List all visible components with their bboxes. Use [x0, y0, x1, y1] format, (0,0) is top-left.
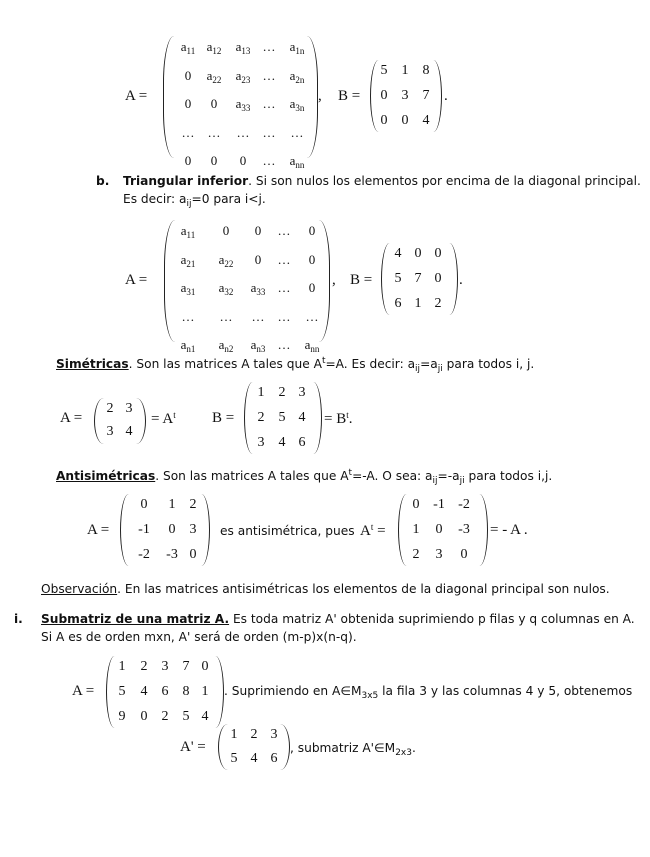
matrix-Aprime-cell: 1: [230, 727, 238, 742]
observation-label: Observación: [41, 582, 118, 596]
matrix-A-upper-cell: $a_{11}$: [180, 39, 196, 56]
matrix-At-antisym-cell: -2: [458, 497, 470, 512]
matrix-Aprime-cell: 3: [270, 727, 278, 742]
matrix-A-sym-cell: 4: [125, 424, 133, 439]
matrix-B-lower-cell: 1: [414, 296, 422, 311]
matrix-B-upper-cell: 7: [422, 88, 430, 103]
matrix-Aprime-cell: 6: [270, 751, 278, 766]
matrix-A-upper-cell: …: [236, 124, 250, 140]
eq-label-A-sym: A =: [60, 410, 83, 426]
matrix-A-sub-cell: 4: [140, 684, 148, 699]
matrix-A-antisym-cell: 3: [189, 522, 197, 537]
matrix-A-sub-cell: 2: [161, 709, 169, 724]
matrix-A-upper-cell: …: [181, 124, 195, 140]
matrix-A-upper-cell: $a_{3n}$: [289, 96, 305, 113]
period: .: [459, 272, 463, 288]
matrix-A-sub-cell: 4: [201, 709, 209, 724]
text: =-a: [437, 469, 460, 483]
matrix-A-lower-cell: …: [277, 308, 291, 324]
symmetric-title: Simétricas: [56, 357, 129, 371]
text: M: [350, 684, 362, 698]
matrix-B-lower-cell: 2: [434, 296, 442, 311]
matrix-A-upper-cell: $a_{22}$: [206, 67, 222, 85]
matrix-B-upper-cell: 1: [401, 63, 409, 78]
submatrix-title: Submatriz de una matriz A.: [41, 612, 230, 626]
matrix-A-upper-cell: 0: [184, 67, 192, 83]
matrix-A-antisym-cell: 0: [189, 547, 197, 562]
matrix-B-upper-cell: 5: [380, 63, 388, 78]
element-of-symbol: ∈: [340, 684, 351, 698]
eq-label-A-sub: A =: [72, 683, 95, 699]
matrix-A-upper-cell: 0: [210, 153, 218, 168]
matrix-A-lower-cell: …: [219, 308, 233, 324]
matrix-At-antisym-cell: -3: [458, 522, 470, 537]
matrix-B-upper-cell: 0: [401, 113, 409, 128]
matrix-A-antisym-cell: -2: [138, 547, 150, 562]
matrix-At-antisym-cell: 0: [412, 497, 420, 512]
matrix-Aprime-cell: 4: [250, 751, 258, 766]
matrix-A-upper-cell: $a_{12}$: [206, 39, 222, 56]
eq-label-A-antisym: A =: [87, 522, 110, 538]
matrix-A-upper-cell: …: [262, 39, 276, 54]
matrix-A-lower-cell: 0: [254, 223, 262, 238]
text: para todos i,j.: [464, 469, 553, 483]
matrix-B-lower-cell: 0: [434, 246, 442, 261]
superscript: t: [348, 468, 353, 478]
comma: ,: [332, 272, 336, 288]
period: .: [444, 88, 448, 104]
matrix-B-upper-cell: 4: [422, 113, 430, 128]
superscript: t: [346, 410, 349, 420]
eq-label-B-lower: B =: [350, 272, 373, 288]
matrix-At-antisym-cell: 2: [412, 547, 420, 562]
matrix-A-upper-cell: $a_{23}$: [235, 67, 251, 85]
matrix-A-sub-cell: 7: [182, 659, 190, 674]
matrix-At-antisym-cell: 0: [460, 547, 468, 562]
matrix-B-lower-cell: 5: [394, 271, 402, 286]
text: =-A. O sea: a: [352, 469, 433, 483]
matrix-A-lower-cell: $a_{n2}$: [218, 337, 234, 354]
matrix-A-sub-cell: 1: [201, 684, 209, 699]
eq-label-A-lower: A =: [125, 272, 148, 288]
symmetric-line: [56, 356, 534, 374]
eq-label-B-sym: B =: [212, 410, 235, 426]
matrix-At-antisym-cell: 1: [412, 522, 420, 537]
matrix-A-sub-cell: 8: [182, 684, 190, 699]
text: =a: [420, 357, 438, 371]
matrix-A-sub-cell: 9: [118, 709, 126, 724]
text: A: [360, 523, 371, 539]
matrix-A-upper-cell: …: [207, 124, 221, 140]
matrix-A-sub-cell: 5: [182, 709, 190, 724]
text: , submatriz A': [290, 741, 375, 755]
text: = A: [151, 411, 174, 427]
matrix-B-upper-cell: 3: [401, 88, 409, 103]
matrix-A-lower-cell: …: [277, 223, 291, 238]
matrix-B-lower-cell: 0: [434, 271, 442, 286]
matrix-B-lower-cell: 6: [394, 296, 402, 311]
matrix-A-upper-cell: 0: [210, 96, 218, 111]
text: la fila 3 y las columnas 4 y 5, obtenemos: [378, 684, 633, 698]
matrix-B-sym-cell: 2: [278, 385, 286, 400]
matrix-A-upper-cell: 0: [184, 153, 192, 168]
antisymmetric-title: Antisimétricas: [56, 469, 156, 483]
element-of-symbol: ∈: [374, 741, 385, 755]
submatrix-description: [224, 684, 632, 701]
matrix-A-lower-cell: 0: [254, 251, 262, 267]
matrix-B-sym-cell: 3: [257, 435, 265, 450]
matrix-A-lower-cell: $a_{nn}$: [304, 337, 320, 354]
matrix-B-upper-cell: 0: [380, 88, 388, 103]
subscript: ji: [437, 364, 443, 374]
matrix-A-lower-cell: $a_{22}$: [218, 251, 234, 269]
matrix-A-lower-cell: $a_{32}$: [218, 280, 234, 297]
matrix-A-lower-cell: …: [181, 308, 195, 324]
matrix-A-lower-cell: …: [305, 308, 319, 324]
matrix-B-lower-cell: 4: [394, 246, 402, 261]
subscript: ij: [432, 476, 438, 486]
text: .: [411, 741, 416, 755]
matrix-A-antisym-cell: -1: [138, 522, 150, 537]
item-letter-i: i.: [14, 612, 23, 626]
submatrix-line-2: Si A es de orden mxn, A' será de orden (m-p)x(n-q).: [41, 630, 357, 644]
superscript: t: [370, 522, 374, 532]
matrix-B-sym-cell: 5: [278, 410, 286, 425]
text: M: [384, 741, 396, 755]
observation-text: . En las matrices antisimétricas los elementos de la diagonal principal son nulos.: [117, 582, 610, 596]
matrix-A-lower-cell: 0: [308, 251, 316, 267]
subscript: 2x3: [395, 748, 412, 758]
antisymmetric-middle-text: es antisimétrica, pues: [220, 524, 355, 538]
lower-triangular-line-1: [123, 174, 641, 188]
matrix-B-upper-cell: 0: [380, 113, 388, 128]
matrix-A-lower-cell: 0: [308, 223, 316, 238]
matrix-A-lower-cell: 0: [222, 223, 230, 238]
matrix-B-sym-cell: 3: [298, 385, 306, 400]
At-label: [151, 410, 176, 428]
matrix-A-sub-cell: 3: [161, 659, 169, 674]
matrix-A-lower-cell: …: [277, 251, 291, 267]
comma: ,: [318, 88, 322, 104]
matrix-A-upper-cell: $a_{nn}$: [289, 153, 305, 170]
matrix-Aprime-cell: 5: [230, 751, 238, 766]
matrix-A-upper-cell: 0: [184, 96, 192, 111]
matrix-At-antisym-cell: 3: [435, 547, 443, 562]
text: . Son las matrices A tales que A: [155, 469, 349, 483]
superscript: t: [321, 356, 326, 366]
text: = B: [324, 411, 347, 427]
matrix-A-sym-cell: 3: [106, 424, 114, 439]
text: =0 para i<j.: [191, 192, 266, 206]
At-label-antisym: $A^t$ =: [360, 522, 386, 539]
matrix-A-sub-cell: 5: [118, 684, 126, 699]
matrix-A-upper-cell: …: [262, 153, 276, 168]
matrix-B-sym-cell: 2: [257, 410, 265, 425]
lower-triangular-text-1: . Si son nulos los elementos por encima de la diagonal principal.: [248, 174, 641, 188]
matrix-A-antisym-cell: -3: [166, 547, 178, 562]
subscript: ji: [459, 476, 465, 486]
Bt-label: [324, 410, 352, 428]
matrix-A-lower-cell: …: [251, 308, 265, 324]
submatrix-description-2: [290, 741, 416, 758]
matrix-A-antisym-cell: 0: [140, 497, 148, 512]
matrix-B-sym-cell: 1: [257, 385, 265, 400]
item-letter-b: b.: [96, 174, 110, 188]
matrix-A-upper-cell: …: [262, 96, 276, 111]
superscript: t: [173, 410, 176, 420]
matrix-A-lower-cell: …: [277, 280, 291, 295]
minus-A: = - A .: [490, 522, 528, 538]
matrix-A-antisym-cell: 1: [168, 497, 176, 512]
text: para todos i, j.: [442, 357, 535, 371]
antisymmetric-line: [56, 468, 552, 486]
matrix-B-sym-cell: 4: [278, 435, 286, 450]
matrix-A-upper-cell: $a_{13}$: [235, 39, 251, 56]
matrix-A-antisym-cell: 0: [168, 522, 176, 537]
text: .: [348, 411, 353, 427]
text: . Son las matrices A tales que A: [128, 357, 322, 371]
matrix-A-sub-cell: 2: [140, 659, 148, 674]
matrix-B-lower-cell: 0: [414, 246, 422, 261]
text: . Suprimiendo en A: [224, 684, 341, 698]
matrix-A-lower-cell: $a_{33}$: [250, 280, 266, 297]
subscript: 3x5: [361, 691, 379, 701]
matrix-At-antisym-cell: 0: [435, 522, 443, 537]
matrix-A-sym-cell: 3: [125, 401, 133, 416]
lower-triangular-line-2: [123, 192, 266, 209]
matrix-B-lower-cell: 7: [414, 271, 422, 286]
matrix-A-lower-cell: 0: [308, 280, 316, 295]
eq-label-B-upper: B =: [338, 88, 361, 104]
matrix-A-upper-cell: …: [290, 124, 304, 140]
matrix-A-sub-cell: 1: [118, 659, 126, 674]
matrix-A-upper-cell: …: [262, 67, 276, 83]
matrix-A-lower-cell: $a_{n1}$: [180, 337, 196, 354]
text: =A. Es decir: a: [325, 357, 416, 371]
matrix-A-upper-cell: …: [262, 124, 276, 140]
eq-label-Aprime: A' =: [180, 739, 206, 755]
matrix-B-sym-cell: 6: [298, 435, 306, 450]
eq-label-A-upper: A =: [125, 88, 148, 104]
matrix-A-upper-cell: 0: [239, 153, 247, 168]
text: Es decir: a: [123, 192, 187, 206]
matrix-A-lower-cell: $a_{21}$: [180, 251, 196, 269]
matrix-A-upper-cell: $a_{33}$: [235, 96, 251, 113]
submatrix-line-1: [41, 612, 635, 626]
matrix-A-sub-cell: 0: [140, 709, 148, 724]
matrix-A-sym-cell: 2: [106, 401, 114, 416]
matrix-A-lower-cell: $a_{31}$: [180, 280, 196, 297]
matrix-A-upper-cell: $a_{1n}$: [289, 39, 305, 56]
matrix-At-antisym-cell: -1: [433, 497, 445, 512]
matrix-A-sub-cell: 6: [161, 684, 169, 699]
matrix-Aprime-cell: 2: [250, 727, 258, 742]
observation-line: [41, 582, 610, 596]
matrix-B-sym-cell: 4: [298, 410, 306, 425]
matrix-B-upper-cell: 8: [422, 63, 430, 78]
subscript: ij: [415, 364, 421, 374]
matrix-A-antisym-cell: 2: [189, 497, 197, 512]
lower-triangular-title: Triangular inferior: [123, 174, 249, 188]
matrix-A-sub-cell: 0: [201, 659, 209, 674]
matrix-A-lower-cell: $a_{11}$: [180, 223, 196, 240]
matrix-A-lower-cell: …: [277, 337, 291, 352]
matrix-A-upper-cell: $a_{2n}$: [289, 67, 305, 85]
text: Es toda matriz A' obtenida suprimiendo p filas y q columnas en A.: [229, 612, 635, 626]
matrix-A-lower-cell: $a_{n3}$: [250, 337, 266, 354]
subscript: ij: [186, 199, 192, 209]
